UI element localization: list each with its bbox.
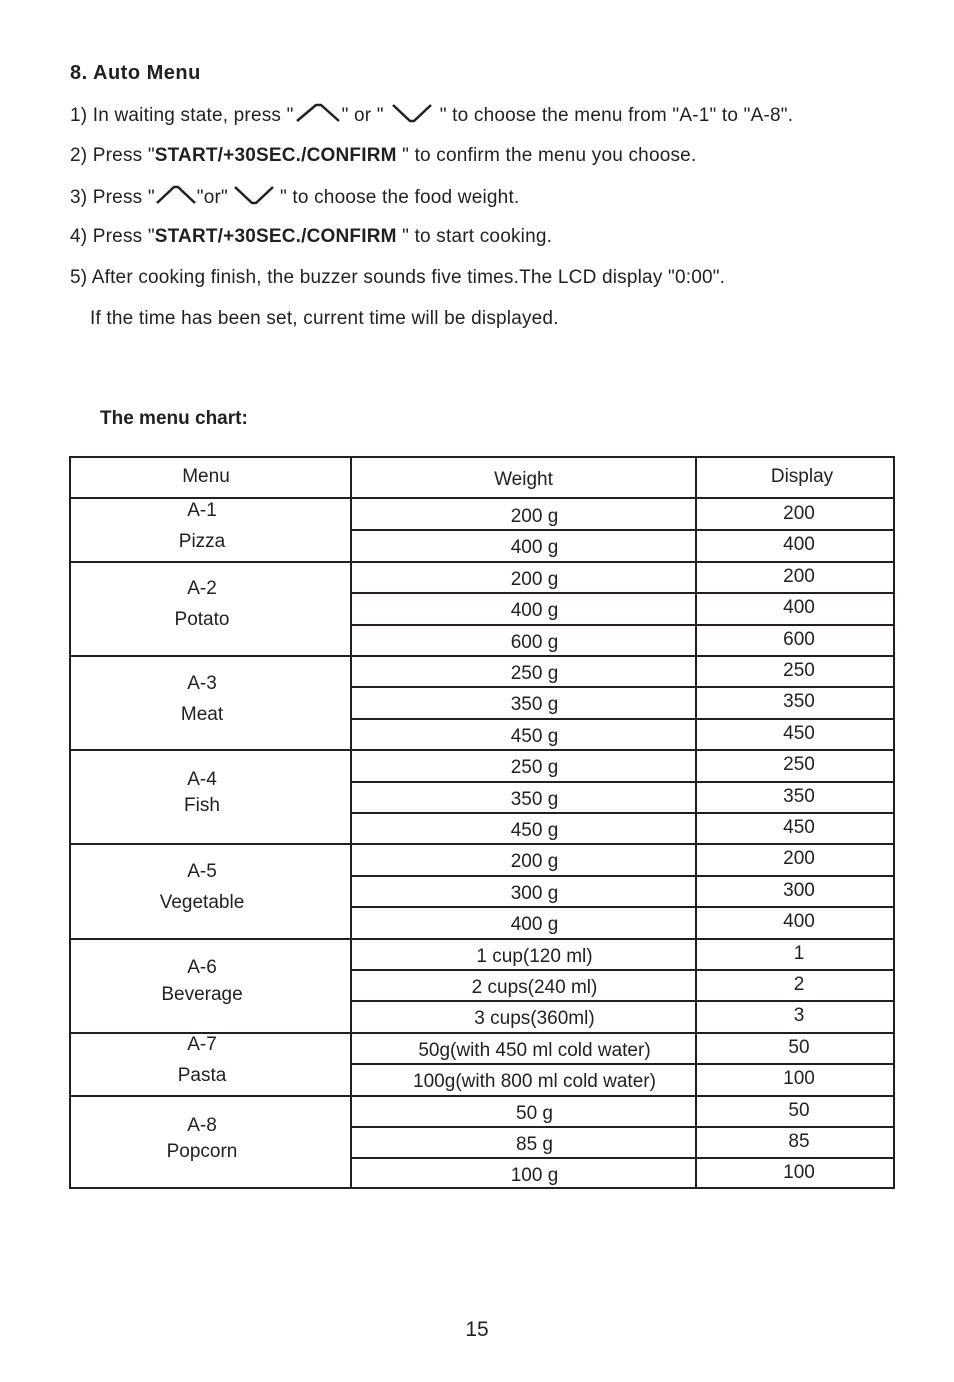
up-arrow-icon [155,184,197,212]
weight-cell: 350 g [510,694,559,716]
menu-code: A-1 [187,499,217,521]
display-cell: 300 [783,879,815,901]
display-cell: 400 [783,597,815,619]
step-3: 3) Press " "or" " to choose the food weight. [70,184,519,212]
weight-cell: 200 g [510,851,559,873]
group-divider [71,749,352,751]
step-2: 2) Press "START/+30SEC./CONFIRM " to confirm the menu you choose. [70,145,697,166]
display-cell: 200 [783,565,815,587]
page-number: 15 [465,1318,489,1341]
weight-cell: 400 g [510,914,559,936]
row-divider [352,1032,893,1034]
display-cell: 400 [783,534,815,556]
row-divider [352,624,893,626]
row-divider [352,718,893,720]
menu-name: Pizza [178,530,226,552]
weight-cell: 85 g [516,1134,553,1155]
display-cell: 3 [793,1005,805,1027]
up-arrow-icon [294,102,342,130]
menu-code: A-7 [187,1033,217,1055]
row-divider [352,906,893,908]
display-cell: 250 [783,754,815,776]
weight-cell: 200 g [510,506,559,527]
down-arrow-icon [390,102,434,130]
display-cell: 350 [783,785,815,807]
weight-cell: 450 g [510,725,559,747]
group-divider [71,655,352,657]
menu-name: Vegetable [159,892,245,913]
row-divider [352,1157,893,1159]
weight-cell: 100g(with 800 ml cold water) [413,1071,656,1093]
display-cell: 200 [783,503,815,524]
display-cell: 600 [783,628,815,650]
weight-cell: 250 g [510,757,559,779]
weight-cell: 1 cup(120 ml) [476,945,593,967]
row-divider [352,875,893,877]
weight-cell: 3 cups(360ml) [474,1008,595,1030]
weight-cell: 200 g [510,568,559,590]
step-5-note: If the time has been set, current time will be displayed. [90,308,559,329]
step-4: 4) Press "START/+30SEC./CONFIRM " to start cooking. [70,226,553,247]
display-cell: 2 [793,974,805,995]
menu-code: A-6 [187,957,217,979]
row-divider [352,561,893,563]
row-divider [352,843,893,845]
weight-cell: 350 g [510,788,559,810]
row-divider [352,969,893,971]
display-cell: 450 [783,817,815,838]
header-divider [71,497,893,499]
menu-code: A-3 [187,672,217,694]
menu-table [69,456,895,1189]
weight-cell: 100 g [510,1165,559,1187]
display-cell: 50 [788,1036,810,1058]
row-divider [352,1063,893,1065]
menu-code: A-5 [187,861,217,882]
menu-name: Potato [174,609,230,631]
display-cell: 200 [783,848,815,870]
weight-cell: 450 g [510,820,559,841]
display-cell: 450 [783,722,815,744]
header-menu: Menu [182,466,230,487]
weight-cell: 400 g [510,537,559,559]
step-5: 5) After cooking finish, the buzzer sounds five times.The LCD display "0:00". [70,267,726,288]
display-cell: 100 [783,1162,815,1184]
chart-title: The menu chart: [100,408,248,429]
weight-cell: 400 g [510,600,559,622]
header-display: Display [770,466,834,487]
weight-cell: 2 cups(240 ml) [471,977,598,998]
row-divider [352,592,893,594]
menu-code: A-8 [187,1114,217,1136]
step-1: 1) In waiting state, press " " or " " to choose the menu from "A-1" to "A-8". [70,102,793,130]
row-divider [352,749,893,751]
down-arrow-icon [232,184,276,212]
display-cell: 350 [783,691,815,713]
row-divider [352,686,893,688]
display-cell: 85 [788,1131,810,1152]
row-divider [352,655,893,657]
weight-cell: 300 g [510,882,559,904]
display-cell: 1 [793,942,805,964]
menu-name: Meat [180,703,224,725]
row-divider [352,812,893,814]
display-cell: 50 [788,1099,810,1121]
display-cell: 250 [783,660,815,681]
group-divider [71,1095,352,1097]
display-cell: 400 [783,911,815,933]
section-heading: 8. Auto Menu [70,62,201,84]
menu-code: A-4 [187,769,217,791]
group-divider [71,938,352,940]
row-divider [352,1126,893,1128]
menu-code: A-2 [187,578,217,600]
menu-name: Pasta [177,1064,227,1086]
header-weight: Weight [494,469,553,490]
group-divider [71,843,352,845]
menu-name: Beverage [161,984,243,1006]
row-divider [352,529,893,531]
weight-cell: 50g(with 450 ml cold water) [418,1039,651,1061]
row-divider [352,781,893,783]
row-divider [352,1095,893,1097]
row-divider [352,1000,893,1002]
group-divider [71,561,352,563]
weight-cell: 600 g [510,631,559,653]
display-cell: 100 [783,1068,815,1090]
menu-name: Fish [184,795,220,817]
menu-name: Popcorn [166,1140,238,1162]
row-divider [352,938,893,940]
weight-cell: 50 g [516,1102,553,1124]
weight-cell: 250 g [510,663,559,684]
